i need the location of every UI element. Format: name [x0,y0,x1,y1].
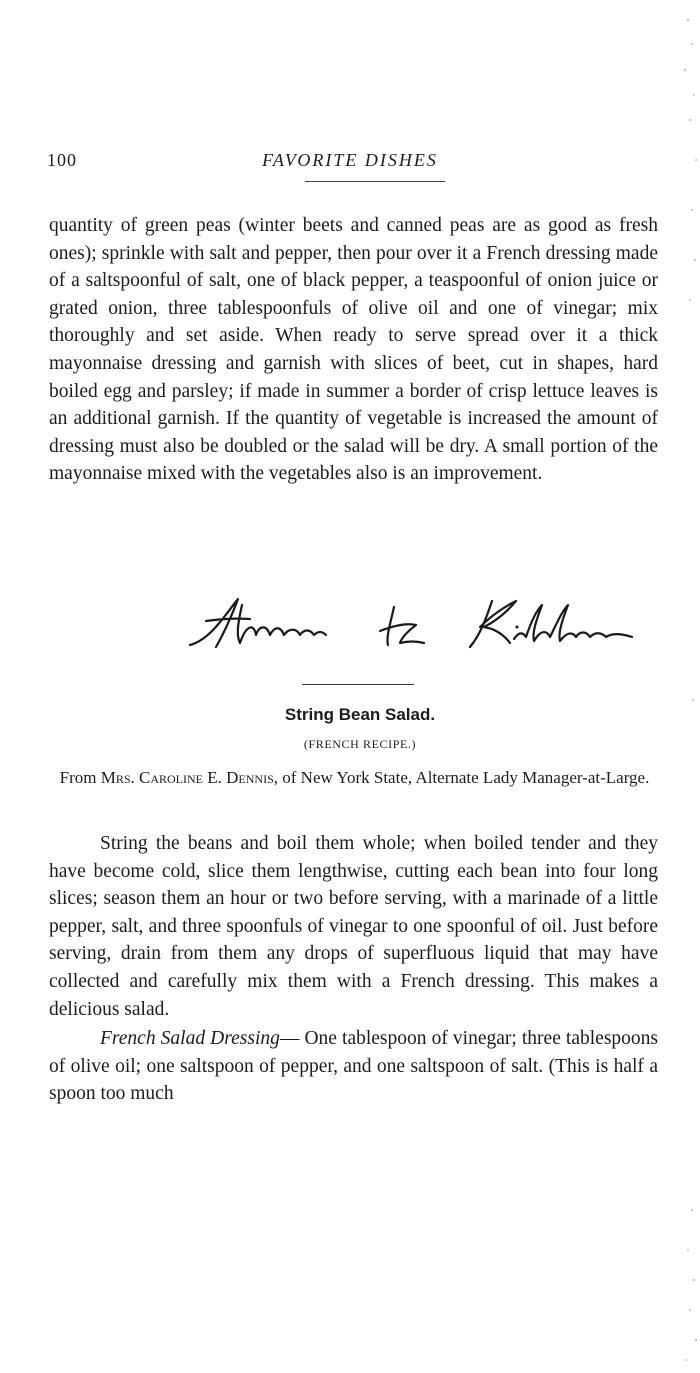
handwritten-signature [180,585,660,665]
recipe-subtitle: (FRENCH RECIPE.) [303,737,417,751]
recipe-title: String Bean Salad. [284,705,436,724]
attribution-name: Mrs. Caroline E. Dennis, [100,768,279,787]
page-edge-speckles [630,0,700,1373]
header-rule [305,181,445,182]
recipe-body [49,830,658,1108]
page-number: 100 [47,150,77,170]
dressing-text: — One tablespoon of vinegar; three tablespoons of olive oil; one saltspoon of pepper, and one saltspoon of salt. (This is half a spoon too much [49,1028,659,1105]
recipe-paragraph: String the beans and boil them whole; when boiled tender and they have become cold, slice them lengthwise, cutting each bean into four long slices; season them an hour or two before serving, with a marinade of a little pepper, salt, and three spoonfuls of vinegar to one spoonful of oil. Just before serving, drain from them any drops of superfluous liquid that may have collected and carefully mix them with a French dressing. This makes a delicious salad. [49,833,658,1020]
attribution-prefix: From [59,768,97,787]
dressing-label: French Salad Dressing [100,1028,280,1050]
continuation-paragraph [49,212,658,488]
attribution-rest: of New York State, Alternate Lady Manager-at-Large. [282,768,650,787]
running-head: FAVORITE DISHES [262,150,438,170]
recipe-attribution [49,766,660,789]
section-rule [302,684,414,685]
continuation-text: quantity of green peas (winter beets and canned peas are as good as fresh ones); sprinkle with salt and pepper, then pour over it a French dressing made of a saltspoonful of salt, one of black pepper, a teaspoonful of onion juice or grated onion, three tablespoonfuls of olive oil and one of vinegar; mix thoroughly and set aside. When ready to serve spread over it a thick mayonnaise dressing and garnish with slices of beet, cut in shapes, hard boiled egg and parsley; if made in summer a border of crisp lettuce leaves is an additional garnish. If the quantity of vegetable is increased the amount of dressing must also be doubled or the salad will be dry. A small portion of the mayonnaise mixed with the vegetables also is an improvement. [49,215,658,485]
dressing-paragraph [49,1025,658,1108]
